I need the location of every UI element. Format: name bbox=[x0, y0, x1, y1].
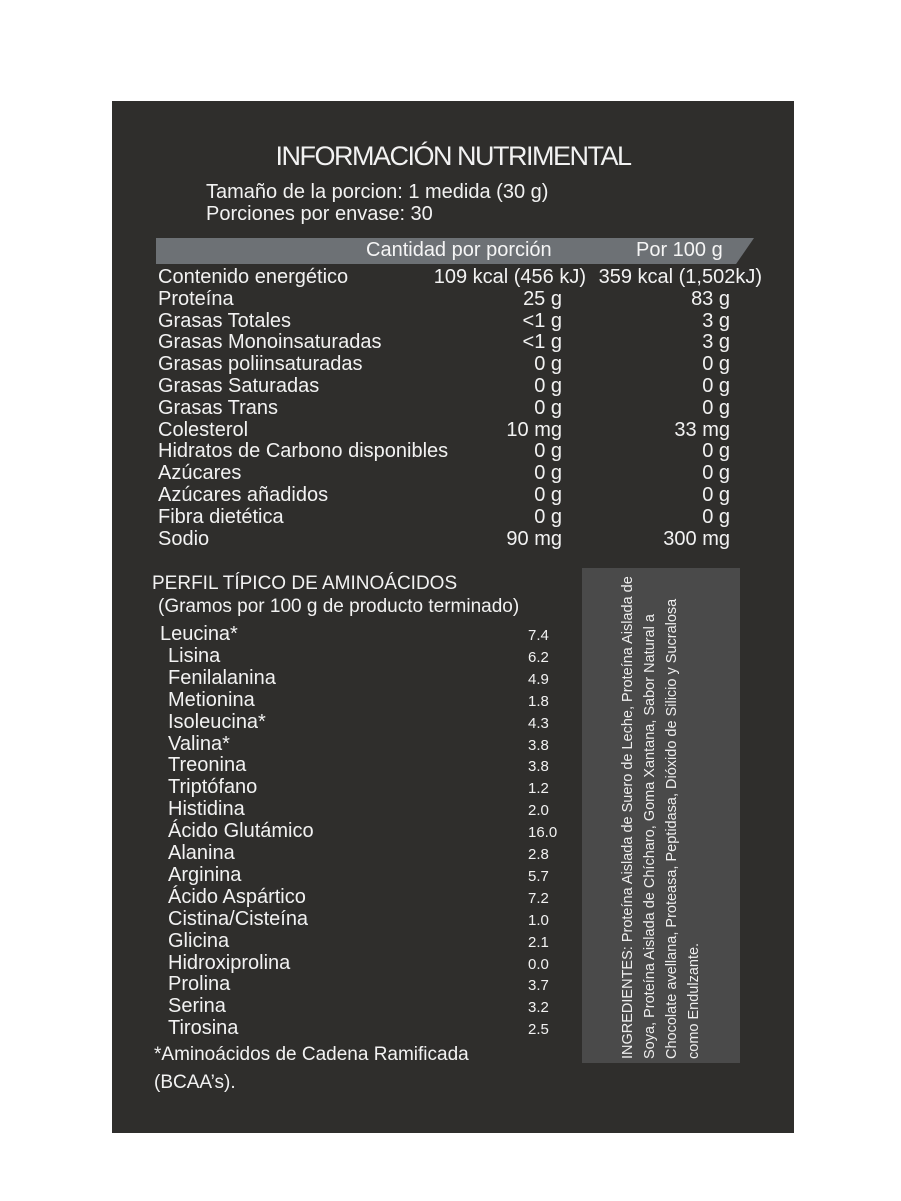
nutrient-label: Colesterol bbox=[158, 418, 249, 441]
amino-row bbox=[112, 973, 572, 995]
amino-row bbox=[112, 908, 572, 930]
amino-label: Serina bbox=[168, 995, 226, 1018]
amino-row bbox=[112, 930, 572, 952]
amino-row bbox=[112, 864, 572, 886]
nutrient-row bbox=[112, 310, 794, 332]
nutrient-per-serving: 25 g bbox=[523, 287, 562, 310]
amino-value: 2.1 bbox=[528, 933, 549, 951]
nutrient-per-serving: 109 kcal (456 kJ) bbox=[433, 266, 586, 288]
amino-label: Leucina* bbox=[160, 623, 238, 645]
amino-value: 2.5 bbox=[528, 1021, 549, 1039]
nutrient-row bbox=[112, 462, 794, 484]
nutrient-row bbox=[112, 484, 794, 506]
nutrient-per-serving: 0 g bbox=[534, 440, 562, 463]
amino-row bbox=[112, 886, 572, 908]
amino-value: 4.9 bbox=[528, 670, 549, 688]
label-title: INFORMACIÓN NUTRIMENTAL bbox=[275, 141, 631, 171]
nutrient-row bbox=[112, 419, 794, 441]
amino-label: Alanina bbox=[168, 842, 235, 864]
amino-value: 2.8 bbox=[528, 846, 549, 863]
amino-label: Ácido Glutámico bbox=[168, 820, 314, 843]
amino-value: 3.8 bbox=[528, 758, 549, 776]
nutrient-per-serving: 0 g bbox=[534, 353, 562, 376]
amino-value: 3.2 bbox=[528, 999, 549, 1017]
header-per-serving: Cantidad por porción bbox=[366, 239, 552, 261]
servings-per-container: Porciones por envase: 30 bbox=[206, 203, 433, 225]
amino-title: PERFIL TÍPICO DE AMINOÁCIDOS bbox=[152, 573, 458, 594]
nutrient-row bbox=[112, 506, 794, 528]
nutrient-label: Contenido energético bbox=[158, 266, 349, 288]
amino-row bbox=[112, 995, 572, 1017]
nutrient-per-100g: 0 g bbox=[702, 396, 730, 419]
amino-row bbox=[112, 667, 572, 689]
nutrient-label: Azúcares bbox=[158, 462, 242, 485]
nutrient-per-100g: 83 g bbox=[691, 287, 730, 310]
nutrient-label: Grasas poliinsaturadas bbox=[158, 353, 363, 376]
amino-label: Triptófano bbox=[168, 776, 258, 799]
amino-label: Glicina bbox=[168, 929, 230, 952]
amino-row bbox=[112, 711, 572, 733]
nutrient-row bbox=[112, 288, 794, 310]
amino-value: 3.7 bbox=[528, 977, 549, 995]
nutrient-label: Sodio bbox=[158, 527, 210, 550]
nutrient-per-serving: 0 g bbox=[534, 505, 562, 528]
amino-row bbox=[112, 645, 572, 667]
nutrient-per-serving: 10 mg bbox=[506, 418, 562, 441]
nutrient-per-100g: 0 g bbox=[702, 440, 730, 463]
amino-label: Cistina/Cisteína bbox=[168, 907, 309, 930]
nutrient-label: Azúcares añadidos bbox=[158, 484, 329, 506]
amino-row bbox=[112, 754, 572, 776]
amino-label: Arginina bbox=[168, 863, 242, 886]
amino-label: Valina* bbox=[168, 732, 230, 755]
amino-row bbox=[112, 689, 572, 711]
nutrient-per-100g: 0 g bbox=[702, 484, 730, 506]
amino-label: Isoleucina* bbox=[168, 710, 266, 733]
nutrient-row bbox=[112, 353, 794, 375]
amino-value: 6.2 bbox=[528, 648, 549, 666]
amino-row bbox=[112, 733, 572, 755]
amino-label: Hidroxiprolina bbox=[168, 951, 291, 974]
nutrition-label-panel bbox=[112, 101, 794, 1133]
nutrient-label: Grasas Trans bbox=[158, 396, 279, 419]
amino-value: 0.0 bbox=[528, 955, 549, 973]
nutrient-per-100g: 300 mg bbox=[663, 527, 730, 550]
nutrient-per-serving: <1 g bbox=[522, 309, 562, 332]
amino-subtitle: (Gramos por 100 g de producto terminado) bbox=[158, 596, 520, 617]
amino-row bbox=[112, 798, 572, 820]
header-per-100g: Por 100 g bbox=[636, 239, 723, 261]
nutrient-per-serving: <1 g bbox=[522, 331, 562, 354]
ingredients-box bbox=[582, 568, 740, 1063]
nutrient-per-serving: 90 mg bbox=[506, 527, 562, 550]
nutrient-per-serving: 0 g bbox=[534, 396, 562, 419]
nutrient-per-100g: 359 kcal (1,502kJ) bbox=[598, 266, 762, 288]
amino-value: 5.7 bbox=[528, 867, 549, 885]
nutrient-per-100g: 33 mg bbox=[674, 418, 730, 441]
nutrient-per-100g: 3 g bbox=[702, 331, 730, 354]
nutrient-per-100g: 0 g bbox=[702, 375, 730, 397]
amino-value: 1.0 bbox=[528, 911, 549, 929]
amino-row bbox=[112, 820, 572, 842]
amino-label: Ácido Aspártico bbox=[168, 885, 306, 908]
nutrient-label: Fibra dietética bbox=[158, 505, 284, 528]
nutrient-label: Grasas Saturadas bbox=[158, 375, 320, 397]
nutrient-row bbox=[112, 397, 794, 419]
amino-label: Metionina bbox=[168, 688, 255, 711]
footnote-line1: *Aminoácidos de Cadena Ramificada bbox=[154, 1044, 469, 1065]
nutrient-per-serving: 0 g bbox=[534, 462, 562, 485]
nutrient-label: Proteína bbox=[158, 287, 234, 310]
nutrient-row bbox=[112, 528, 794, 550]
amino-value: 16.0 bbox=[528, 824, 558, 842]
amino-value: 1.8 bbox=[528, 692, 549, 710]
amino-row bbox=[112, 842, 572, 864]
amino-row bbox=[112, 776, 572, 798]
amino-row bbox=[112, 952, 572, 974]
nutrient-row bbox=[112, 440, 794, 462]
amino-value: 1.2 bbox=[528, 780, 549, 798]
nutrient-per-100g: 3 g bbox=[702, 309, 730, 332]
nutrient-row bbox=[112, 331, 794, 353]
amino-label: Tirosina bbox=[168, 1017, 239, 1040]
amino-value: 3.8 bbox=[528, 736, 549, 754]
footnote-line2: (BCAA’s). bbox=[154, 1072, 236, 1093]
nutrient-label: Hidratos de Carbono disponibles bbox=[158, 440, 449, 463]
amino-label: Fenilalanina bbox=[168, 666, 276, 689]
amino-label: Treonina bbox=[168, 754, 247, 777]
amino-label: Prolina bbox=[168, 973, 231, 996]
ingredients-text: INGREDIENTES: Proteína Aislada de Suero de Leche, Proteína Aislada de Soya, Proteína Aislada de Chícharo, Goma Xantana, Sabor Natural a Chocolate avellana, Proteasa, Peptidasa, Dióxido de Silicio y Sucralosa como Endulzante. bbox=[620, 575, 702, 1059]
amino-value: 7.2 bbox=[528, 889, 549, 907]
serving-size: Tamaño de la porcion: 1 medida (30 g) bbox=[206, 181, 549, 203]
nutrient-label: Grasas Totales bbox=[158, 309, 292, 332]
amino-row bbox=[112, 1017, 572, 1039]
nutrient-label: Grasas Monoinsaturadas bbox=[158, 331, 382, 354]
nutrient-per-serving: 0 g bbox=[534, 484, 562, 506]
nutrient-row bbox=[112, 375, 794, 397]
nutrient-per-serving: 0 g bbox=[534, 375, 562, 397]
nutrient-row bbox=[112, 266, 794, 288]
amino-label: Lisina bbox=[168, 644, 221, 667]
amino-value: 7.4 bbox=[528, 627, 549, 644]
amino-value: 4.3 bbox=[528, 714, 549, 732]
nutrient-per-100g: 0 g bbox=[702, 353, 730, 376]
nutrient-per-100g: 0 g bbox=[702, 505, 730, 528]
amino-value: 2.0 bbox=[528, 802, 549, 820]
nutrient-per-100g: 0 g bbox=[702, 462, 730, 485]
amino-label: Histidina bbox=[168, 798, 245, 821]
amino-row bbox=[112, 623, 572, 645]
